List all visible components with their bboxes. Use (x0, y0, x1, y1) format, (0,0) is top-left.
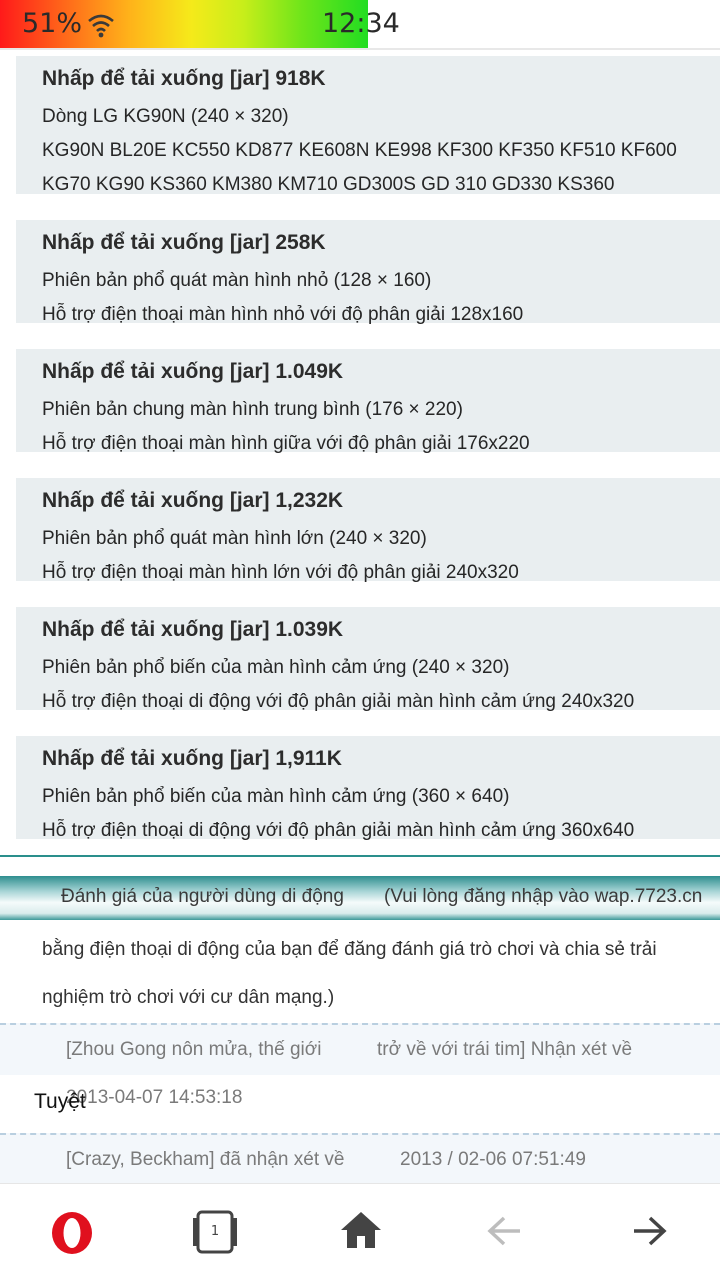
card-line: Hỗ trợ điện thoại màn hình giữa với độ phân giải 176x220 (42, 433, 530, 454)
card-line: Phiên bản phổ quát màn hình nhỏ (128 × 160) (42, 270, 432, 291)
download-card[interactable] (16, 478, 720, 581)
download-card[interactable] (16, 736, 720, 839)
card-line: Hỗ trợ điện thoại di động với độ phân giải màn hình cảm ứng 240x320 (42, 691, 635, 712)
card-line: KG70 KG90 KS360 KM380 KM710 GD300S GD 310 GD330 KS360 (42, 174, 615, 195)
opera-logo-icon (47, 1208, 97, 1258)
download-link[interactable]: Nhấp để tải xuống [jar] 1,911K (42, 747, 342, 770)
reviews-login-note: bằng điện thoại di động của bạn để đăng đánh giá trò chơi và chia sẻ trải nghiệm trò chơi với cư dân mạng.) (42, 939, 657, 1008)
card-line: Phiên bản phổ biến của màn hình cảm ứng (240 × 320) (42, 657, 510, 678)
arrow-right-icon (626, 1208, 672, 1254)
comment-header-row (0, 1023, 720, 1075)
card-line: Phiên bản chung màn hình trung bình (176 × 220) (42, 399, 463, 420)
download-link[interactable]: Nhấp để tải xuống [jar] 918K (42, 67, 326, 90)
section-divider (0, 855, 720, 857)
status-bar (0, 0, 720, 50)
comment-header-row (0, 1133, 720, 1185)
battery-level: 51% (22, 8, 83, 39)
home-icon (338, 1208, 384, 1254)
forward-button[interactable] (626, 1208, 676, 1258)
download-link[interactable]: Nhấp để tải xuống [jar] 1,232K (42, 489, 344, 512)
back-button[interactable] (482, 1208, 532, 1258)
card-line: Phiên bản phổ quát màn hình lớn (240 × 320) (42, 528, 427, 549)
home-button[interactable] (338, 1208, 388, 1258)
tab-count: 1 (210, 1223, 220, 1239)
card-line: Hỗ trợ điện thoại màn hình nhỏ với độ phân giải 128x160 (42, 304, 524, 325)
tabs-button[interactable] (192, 1208, 242, 1258)
download-card[interactable] (16, 607, 720, 710)
comment-body: Tuyệt (34, 1090, 86, 1113)
card-line: Hỗ trợ điện thoại màn hình lớn với độ phân giải 240x320 (42, 562, 519, 583)
card-line: Phiên bản phổ biến của màn hình cảm ứng (360 × 640) (42, 786, 510, 807)
download-link[interactable]: Nhấp để tải xuống [jar] 258K (42, 231, 326, 254)
download-card[interactable] (16, 56, 720, 194)
reviews-title: Đánh giá của người dùng di động (61, 886, 344, 907)
comment-date: 2013-04-07 14:53:18 (66, 1087, 243, 1108)
comment-body-row (0, 1073, 720, 1133)
arrow-left-icon (482, 1208, 528, 1254)
card-line: Hỗ trợ điện thoại di động với độ phân giải màn hình cảm ứng 360x640 (42, 820, 635, 841)
download-link[interactable]: Nhấp để tải xuống [jar] 1.039K (42, 618, 344, 641)
opera-menu-button[interactable] (47, 1208, 97, 1258)
comment-author[interactable]: [Zhou Gong nôn mửa, thế giới (66, 1039, 322, 1060)
download-card[interactable] (16, 349, 720, 452)
card-line: KG90N BL20E KC550 KD877 KE608N KE998 KF300 KF350 KF510 KF600 (42, 140, 677, 161)
clock: 12:34 (322, 8, 400, 39)
download-link[interactable]: Nhấp để tải xuống [jar] 1.049K (42, 360, 344, 383)
card-line: Dòng LG KG90N (240 × 320) (42, 106, 289, 127)
comment-action: trở về với trái tim] Nhận xét về (377, 1039, 633, 1060)
reviews-login-hint: (Vui lòng đăng nhập vào wap.7723.cn (384, 886, 703, 907)
download-card[interactable] (16, 220, 720, 323)
comment-author[interactable]: [Crazy, Beckham] đã nhận xét về (66, 1149, 345, 1170)
reviews-header (0, 876, 720, 920)
browser-bottom-nav (0, 1183, 720, 1281)
wifi-icon (86, 10, 116, 40)
comment-date: 2013 / 02-06 07:51:49 (400, 1149, 586, 1170)
